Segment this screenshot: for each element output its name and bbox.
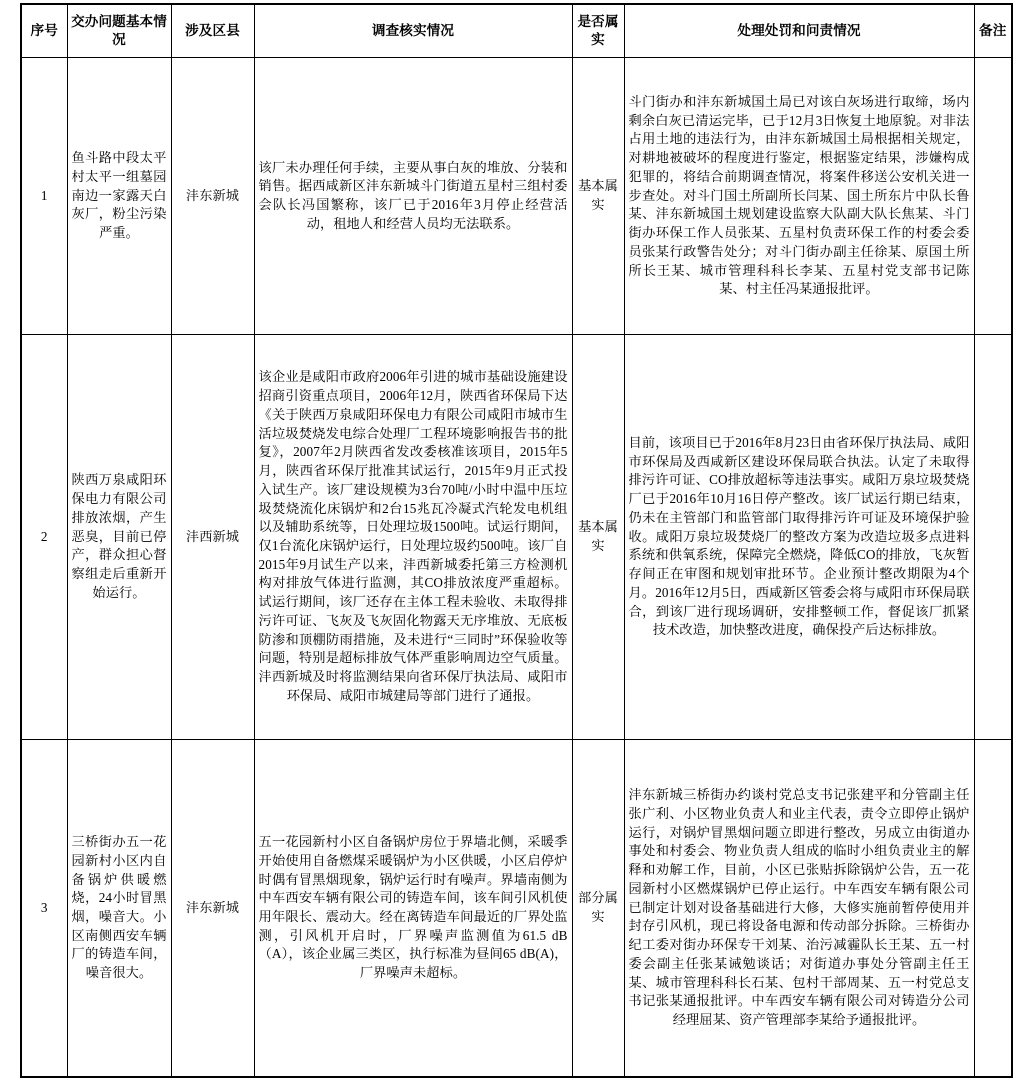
cell-is-true: 基本属实 — [572, 335, 624, 740]
table-row — [21, 335, 1012, 740]
inspection-report-table — [20, 3, 1013, 1078]
cell-action: 沣东新城三桥街办约谈村党总支书记张建平和分管副主任张广利、小区物业负责人和业主代表，责令立即停止锅炉运行，对锅炉冒黑烟问题立即进行整改，另成立由街道办事处和村委会、物业负责人组成的临时小组负责业主的解释和劝解工作，目前，小区已张贴拆除锅炉公告，五一花园新村小区燃煤锅炉已停止运行。中车西安车辆有限公司已制定计划对设备基础进行大修，大修实施前暂停使用并封存引风机，现已将设备电源和传动部分拆除。三桥街办纪工委对街办环保专干刘某、治污减霾队长王某、五一村委会副主任张某诫勉谈话；对街道办事处分管副主任王某、城市管理科科长石某、包村干部周某、五一村党总支书记张某通报批评。中车西安车辆有限公司对铸造分公司经理屈某、资产管理部李某给予通报批评。 — [624, 740, 974, 1078]
cell-survey: 五一花园新村小区自备锅炉房位于界墙北侧，采暖季开始使用自备燃煤采暖锅炉为小区供暖，小区启停炉时偶有冒黑烟现象，锅炉运行时有噪声。界墙南侧为中车西安车辆有限公司的铸造车间，该车间引风机使用年限长、震动大。经在离铸造车间最近的厂界处监测，引风机开启时，厂界噪声监测值为61.5 dB（A），该企业属三类区，执行标准为昼间65 dB(A)，厂界噪声未超标。 — [254, 740, 572, 1078]
column-header-issue: 交办问题基本情况 — [67, 4, 171, 58]
cell-district: 沣西新城 — [171, 335, 254, 740]
cell-survey: 该厂未办理任何手续，主要从事白灰的堆放、分装和销售。据西咸新区沣东新城斗门街道五星村三组村委会队长冯国繁称，该厂已于2016年3月停止经营活动，租地人和经营人员均无法联系。 — [254, 58, 572, 335]
cell-remark — [974, 740, 1012, 1078]
column-header-action: 处理处罚和问责情况 — [624, 4, 974, 58]
table-row — [21, 58, 1012, 335]
column-header-district: 涉及区县 — [171, 4, 254, 58]
column-header-sequence: 序号 — [21, 4, 67, 58]
cell-remark — [974, 335, 1012, 740]
cell-is-true: 部分属实 — [572, 740, 624, 1078]
column-header-remark: 备注 — [974, 4, 1012, 58]
table-header — [21, 4, 1012, 58]
cell-sequence: 3 — [21, 740, 67, 1078]
cell-sequence: 1 — [21, 58, 67, 335]
cell-issue: 陕西万泉咸阳环保电力有限公司排放浓烟，产生恶臭，目前已停产，群众担心督察组走后重新开始运行。 — [67, 335, 171, 740]
cell-is-true: 基本属实 — [572, 58, 624, 335]
table-row — [21, 740, 1012, 1078]
cell-issue: 鱼斗路中段太平村太平一组墓园南边一家露天白灰厂，粉尘污染严重。 — [67, 58, 171, 335]
cell-action: 目前，该项目已于2016年8月23日由省环保厅执法局、咸阳市环保局及西咸新区建设环保局联合执法。认定了未取得排污许可证、CO排放超标等违法事实。咸阳万泉垃圾焚烧厂已于2016年10月16日停产整改。该厂试运行期已结束，仍未在主管部门和监管部门取得排污许可证及环境保护验收。咸阳万泉垃圾焚烧厂的整改方案为改造垃圾多点进料系统和供氧系统，保障完全燃烧，降低CO的排放，飞灰暂存间正在审图和规划审批环节。企业预计整改期限为4个月。2016年12月5日，西咸新区管委会将与咸阳市环保局联合，到该厂进行现场调研，安排整顿工作，督促该厂抓紧技术改造，加快整改进度，确保投产后达标排放。 — [624, 335, 974, 740]
cell-action: 斗门街办和沣东新城国土局已对该白灰场进行取缔，场内剩余白灰已清运完毕，已于12月3日恢复土地原貌。对非法占用土地的违法行为，由沣东新城国土局根据相关规定，对耕地被破坏的程度进行鉴定，根据鉴定结果，涉嫌构成犯罪的，将结合前期调查情况，将案件移送公安机关进一步查处。对斗门国土所副所长闫某、国土所东片中队长鲁某、沣东新城国土规划建设监察大队副大队长焦某、斗门街办环保工作人员张某、五星村负责环保工作的村委会委员张某行政警告处分；对斗门街办副主任徐某、原国土所所长王某、城市管理科科长李某、五星村党支部书记陈某、村主任冯某通报批评。 — [624, 58, 974, 335]
column-header-survey: 调查核实情况 — [254, 4, 572, 58]
column-header-is-true: 是否属实 — [572, 4, 624, 58]
cell-survey: 该企业是咸阳市政府2006年引进的城市基础设施建设招商引资重点项目，2006年12月，陕西省环保局下达《关于陕西万泉咸阳环保电力有限公司咸阳市城市生活垃圾焚烧发电综合处理厂工程环境影响报告书的批复》，2007年2月陕西省发改委核准该项目，2015年5月，陕西省环保厅批准其试运行，2015年9月正式投入试生产。该厂建设规模为3台70吨/小时中温中压垃圾焚烧流化床锅炉和2台15兆瓦冷凝式汽轮发电机组以及辅助系统等，日处理垃圾1500吨。试运行期间，仅1台流化床锅炉运行，日处理垃圾约500吨。该厂自2015年9月试生产以来，沣西新城委托第三方检测机构对排放气体进行监测，其CO排放浓度严重超标。试运行期间，该厂还存在主体工程未验收、未取得排污许可证、飞灰及飞灰固化物露天无序堆放、无底板防渗和顶棚防雨措施，及未进行“三同时”环保验收等问题，特别是超标排放气体严重影响周边空气质量。沣西新城及时将监测结果向省环保厅执法局、咸阳市环保局、咸阳市城建局等部门进行了通报。 — [254, 335, 572, 740]
cell-sequence: 2 — [21, 335, 67, 740]
cell-district: 沣东新城 — [171, 58, 254, 335]
table-body — [21, 58, 1012, 1078]
cell-district: 沣东新城 — [171, 740, 254, 1078]
cell-remark — [974, 58, 1012, 335]
cell-issue: 三桥街办五一花园新村小区内自备锅炉供暖燃烧，24小时冒黑烟，噪音大。小区南侧西安车辆厂的铸造车间，噪音很大。 — [67, 740, 171, 1078]
table-header-row — [21, 4, 1012, 58]
